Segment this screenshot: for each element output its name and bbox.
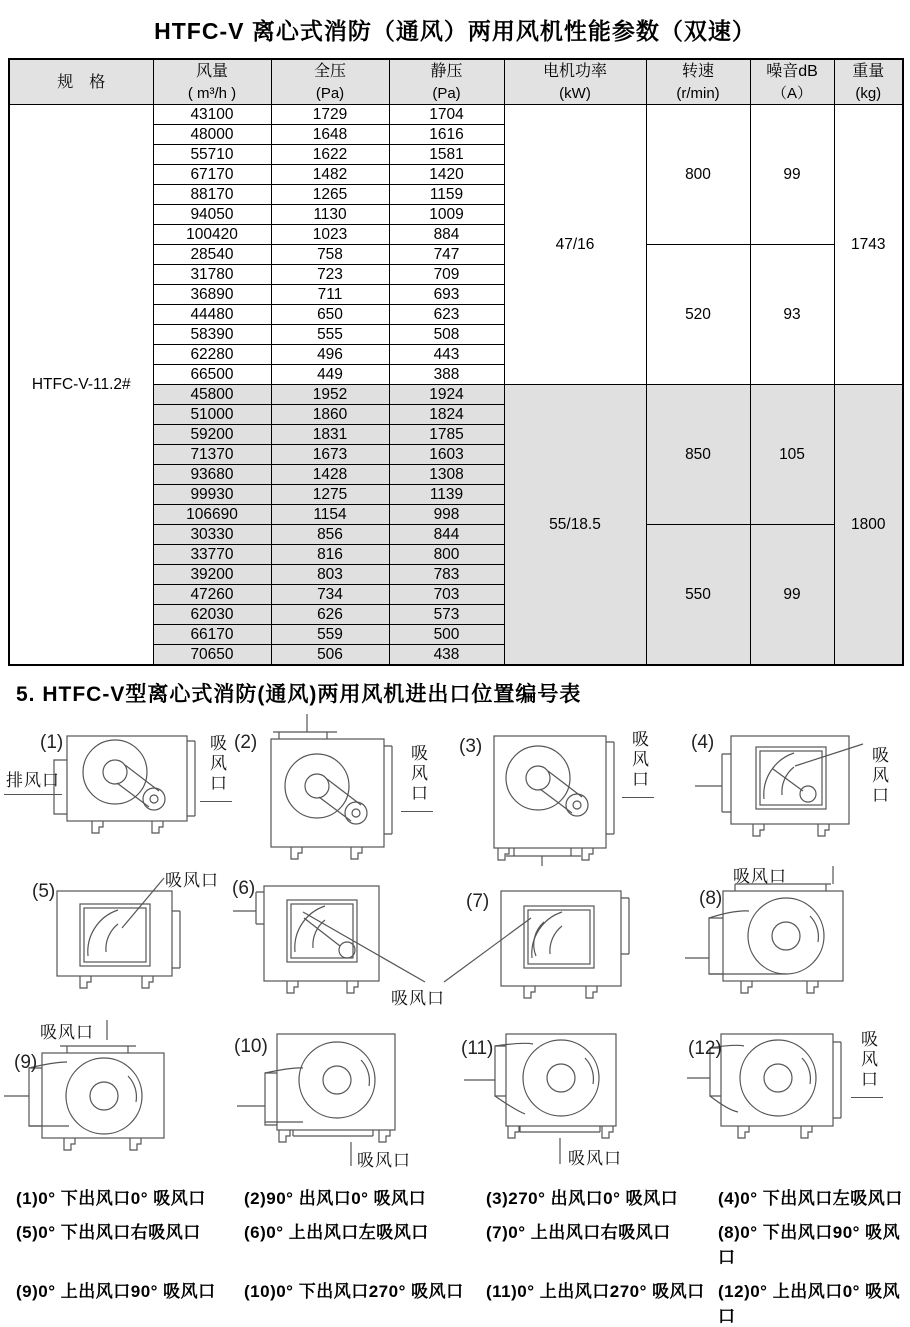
total-pressure-cell: 711 bbox=[271, 285, 389, 305]
speed-cell: 800 bbox=[646, 105, 750, 245]
flow-cell: 62030 bbox=[153, 605, 271, 625]
inlet-label: 吸风口 bbox=[357, 1151, 411, 1170]
caption-item-2: (2)90° 出风口0° 吸风口 bbox=[244, 1189, 427, 1208]
total-pressure-cell: 1952 bbox=[271, 385, 389, 405]
total-pressure-cell: 1265 bbox=[271, 185, 389, 205]
flow-cell: 93680 bbox=[153, 465, 271, 485]
diagram-number: (6) bbox=[232, 878, 256, 899]
flow-cell: 48000 bbox=[153, 125, 271, 145]
static-pressure-cell: 443 bbox=[389, 345, 504, 365]
total-pressure-cell: 734 bbox=[271, 585, 389, 605]
table-row bbox=[9, 105, 903, 125]
static-pressure-cell: 998 bbox=[389, 505, 504, 525]
outlet-label: 排风口 bbox=[4, 766, 62, 795]
fan-drawing-icon bbox=[2, 1018, 229, 1170]
inlet-label-wrap bbox=[622, 726, 654, 798]
flow-cell: 36890 bbox=[153, 285, 271, 305]
flow-cell: 30330 bbox=[153, 525, 271, 545]
speed-cell: 550 bbox=[646, 525, 750, 666]
static-pressure-cell: 1603 bbox=[389, 445, 504, 465]
static-pressure-cell: 884 bbox=[389, 225, 504, 245]
total-pressure-cell: 1130 bbox=[271, 205, 389, 225]
weight-cell: 1800 bbox=[834, 385, 903, 666]
flow-cell: 106690 bbox=[153, 505, 271, 525]
flow-cell: 66500 bbox=[153, 365, 271, 385]
flow-cell: 88170 bbox=[153, 185, 271, 205]
performance-table bbox=[8, 58, 904, 666]
flow-cell: 70650 bbox=[153, 645, 271, 666]
col-header-static-pressure: 静压 (Pa) bbox=[389, 59, 504, 105]
caption-item-1: (1)0° 下出风口0° 吸风口 bbox=[16, 1189, 206, 1208]
fan-diagram-4 bbox=[683, 714, 910, 866]
static-pressure-cell: 623 bbox=[389, 305, 504, 325]
static-pressure-cell: 1616 bbox=[389, 125, 504, 145]
diagram-number: (7) bbox=[466, 891, 490, 912]
total-pressure-cell: 856 bbox=[271, 525, 389, 545]
static-pressure-cell: 1785 bbox=[389, 425, 504, 445]
diagram-number: (2) bbox=[234, 732, 258, 753]
total-pressure-cell: 449 bbox=[271, 365, 389, 385]
total-pressure-cell: 1831 bbox=[271, 425, 389, 445]
static-pressure-cell: 747 bbox=[389, 245, 504, 265]
diagram-number: (3) bbox=[459, 736, 483, 757]
total-pressure-cell: 1482 bbox=[271, 165, 389, 185]
static-pressure-cell: 573 bbox=[389, 605, 504, 625]
total-pressure-cell: 559 bbox=[271, 625, 389, 645]
static-pressure-cell: 1139 bbox=[389, 485, 504, 505]
performance-table-body bbox=[9, 105, 903, 666]
total-pressure-cell: 1622 bbox=[271, 145, 389, 165]
diagram-number: (11) bbox=[461, 1038, 494, 1059]
static-pressure-cell: 844 bbox=[389, 525, 504, 545]
static-pressure-cell: 800 bbox=[389, 545, 504, 565]
flow-cell: 47260 bbox=[153, 585, 271, 605]
fan-diagram-9 bbox=[2, 1018, 229, 1170]
inlet-label: 吸风口 bbox=[568, 1149, 622, 1168]
inlet-label-wrap bbox=[200, 730, 232, 802]
static-pressure-cell: 438 bbox=[389, 645, 504, 666]
static-pressure-cell: 693 bbox=[389, 285, 504, 305]
col-header-flow: 风量 ( m³/h ) bbox=[153, 59, 271, 105]
motor-power-cell: 55/18.5 bbox=[504, 385, 646, 666]
static-pressure-cell: 500 bbox=[389, 625, 504, 645]
flow-cell: 58390 bbox=[153, 325, 271, 345]
total-pressure-cell: 1428 bbox=[271, 465, 389, 485]
static-pressure-cell: 709 bbox=[389, 265, 504, 285]
flow-cell: 59200 bbox=[153, 425, 271, 445]
fan-diagram-1 bbox=[2, 714, 229, 866]
flow-cell: 99930 bbox=[153, 485, 271, 505]
total-pressure-cell: 758 bbox=[271, 245, 389, 265]
total-pressure-cell: 1275 bbox=[271, 485, 389, 505]
speed-cell: 520 bbox=[646, 245, 750, 385]
flow-cell: 33770 bbox=[153, 545, 271, 565]
inlet-label: 吸风口 bbox=[629, 729, 648, 790]
col-header-noise: 噪音dB （A） bbox=[750, 59, 834, 105]
fan-diagram-10 bbox=[229, 1018, 456, 1170]
diagram-number: (12) bbox=[688, 1038, 722, 1059]
fan-diagram-3 bbox=[456, 714, 683, 866]
col-header-speed: 转速 (r/min) bbox=[646, 59, 750, 105]
static-pressure-cell: 1308 bbox=[389, 465, 504, 485]
page-title: HTFC-V 离心式消防（通风）两用风机性能参数（双速） bbox=[154, 18, 756, 44]
fan-diagram-8 bbox=[683, 866, 910, 1018]
col-header-spec: 规 格 bbox=[9, 59, 153, 105]
flow-cell: 62280 bbox=[153, 345, 271, 365]
noise-cell: 99 bbox=[750, 105, 834, 245]
static-pressure-cell: 1824 bbox=[389, 405, 504, 425]
flow-cell: 45800 bbox=[153, 385, 271, 405]
noise-cell: 93 bbox=[750, 245, 834, 385]
flow-cell: 94050 bbox=[153, 205, 271, 225]
total-pressure-cell: 1154 bbox=[271, 505, 389, 525]
inlet-label: 吸风口 bbox=[733, 867, 787, 886]
col-header-weight: 重量 (kg) bbox=[834, 59, 903, 105]
static-pressure-cell: 508 bbox=[389, 325, 504, 345]
weight-cell: 1743 bbox=[834, 105, 903, 385]
caption-item-6: (6)0° 上出风口左吸风口 bbox=[244, 1223, 429, 1242]
flow-cell: 43100 bbox=[153, 105, 271, 125]
performance-table-head bbox=[9, 59, 903, 105]
fan-diagram-11 bbox=[456, 1018, 683, 1170]
fan-diagram-12 bbox=[683, 1018, 910, 1170]
noise-cell: 99 bbox=[750, 525, 834, 666]
static-pressure-cell: 1704 bbox=[389, 105, 504, 125]
inlet-label: 吸风口 bbox=[207, 733, 226, 794]
motor-power-cell: 47/16 bbox=[504, 105, 646, 385]
col-header-motor-power: 电机功率 (kW) bbox=[504, 59, 646, 105]
total-pressure-cell: 1648 bbox=[271, 125, 389, 145]
inlet-label-wrap bbox=[401, 740, 433, 812]
fan-diagram-5 bbox=[2, 866, 229, 1018]
total-pressure-cell: 1673 bbox=[271, 445, 389, 465]
section-title: 5. HTFC-V型离心式消防(通风)两用风机进出口位置编号表 bbox=[16, 683, 582, 706]
static-pressure-cell: 703 bbox=[389, 585, 504, 605]
caption-list bbox=[16, 1184, 910, 1327]
noise-cell: 105 bbox=[750, 385, 834, 525]
diagram-number: (5) bbox=[32, 881, 56, 902]
total-pressure-cell: 506 bbox=[271, 645, 389, 666]
total-pressure-cell: 496 bbox=[271, 345, 389, 365]
col-header-total-pressure: 全压 (Pa) bbox=[271, 59, 389, 105]
total-pressure-cell: 1860 bbox=[271, 405, 389, 425]
flow-cell: 100420 bbox=[153, 225, 271, 245]
total-pressure-cell: 816 bbox=[271, 545, 389, 565]
caption-item-3: (3)270° 出风口0° 吸风口 bbox=[486, 1189, 679, 1208]
inlet-label: 吸风口 bbox=[40, 1023, 94, 1042]
static-pressure-cell: 1581 bbox=[389, 145, 504, 165]
total-pressure-cell: 803 bbox=[271, 565, 389, 585]
total-pressure-cell: 723 bbox=[271, 265, 389, 285]
static-pressure-cell: 388 bbox=[389, 365, 504, 385]
total-pressure-cell: 1729 bbox=[271, 105, 389, 125]
diagram-number: (8) bbox=[699, 888, 723, 909]
fan-diagram-7 bbox=[456, 866, 683, 1018]
inlet-label: 吸风口 bbox=[869, 746, 888, 806]
caption-item-7: (7)0° 上出风口右吸风口 bbox=[486, 1223, 671, 1242]
caption-item-12: (12)0° 上出风口0° 吸风口 bbox=[718, 1282, 901, 1326]
static-pressure-cell: 1009 bbox=[389, 205, 504, 225]
fan-drawing-icon bbox=[456, 866, 683, 1018]
total-pressure-cell: 555 bbox=[271, 325, 389, 345]
caption-item-8: (8)0° 下出风口90° 吸风口 bbox=[718, 1223, 901, 1267]
flow-cell: 67170 bbox=[153, 165, 271, 185]
caption-item-9: (9)0° 上出风口90° 吸风口 bbox=[16, 1282, 216, 1301]
caption-item-4: (4)0° 下出风口左吸风口 bbox=[718, 1189, 903, 1208]
static-pressure-cell: 1420 bbox=[389, 165, 504, 185]
flow-cell: 39200 bbox=[153, 565, 271, 585]
inlet-label-wrap bbox=[851, 1026, 883, 1098]
caption-item-5: (5)0° 下出风口右吸风口 bbox=[16, 1223, 201, 1242]
static-pressure-cell: 783 bbox=[389, 565, 504, 585]
caption-item-10: (10)0° 下出风口270° 吸风口 bbox=[244, 1282, 464, 1301]
diagram-number: (10) bbox=[234, 1036, 268, 1057]
caption-item-11: (11)0° 上出风口270° 吸风口 bbox=[486, 1282, 705, 1301]
fan-diagram-2 bbox=[229, 714, 456, 866]
inlet-label: 吸风口 bbox=[408, 743, 427, 804]
flow-cell: 66170 bbox=[153, 625, 271, 645]
static-pressure-cell: 1159 bbox=[389, 185, 504, 205]
inlet-label: 吸风口 bbox=[858, 1029, 877, 1090]
flow-cell: 51000 bbox=[153, 405, 271, 425]
flow-cell: 55710 bbox=[153, 145, 271, 165]
flow-cell: 28540 bbox=[153, 245, 271, 265]
inlet-label: 吸风口 bbox=[165, 871, 219, 890]
diagram-number: (1) bbox=[40, 732, 64, 753]
total-pressure-cell: 626 bbox=[271, 605, 389, 625]
static-pressure-cell: 1924 bbox=[389, 385, 504, 405]
diagram-number: (4) bbox=[691, 732, 715, 753]
inlet-label: 吸风口 bbox=[391, 989, 445, 1008]
total-pressure-cell: 650 bbox=[271, 305, 389, 325]
spec-cell: HTFC-V-11.2# bbox=[9, 105, 153, 666]
speed-cell: 850 bbox=[646, 385, 750, 525]
flow-cell: 71370 bbox=[153, 445, 271, 465]
flow-cell: 31780 bbox=[153, 265, 271, 285]
total-pressure-cell: 1023 bbox=[271, 225, 389, 245]
fan-position-diagrams bbox=[2, 714, 910, 1170]
fan-diagram-6 bbox=[229, 866, 456, 1018]
flow-cell: 44480 bbox=[153, 305, 271, 325]
diagram-number: (9) bbox=[14, 1052, 38, 1073]
